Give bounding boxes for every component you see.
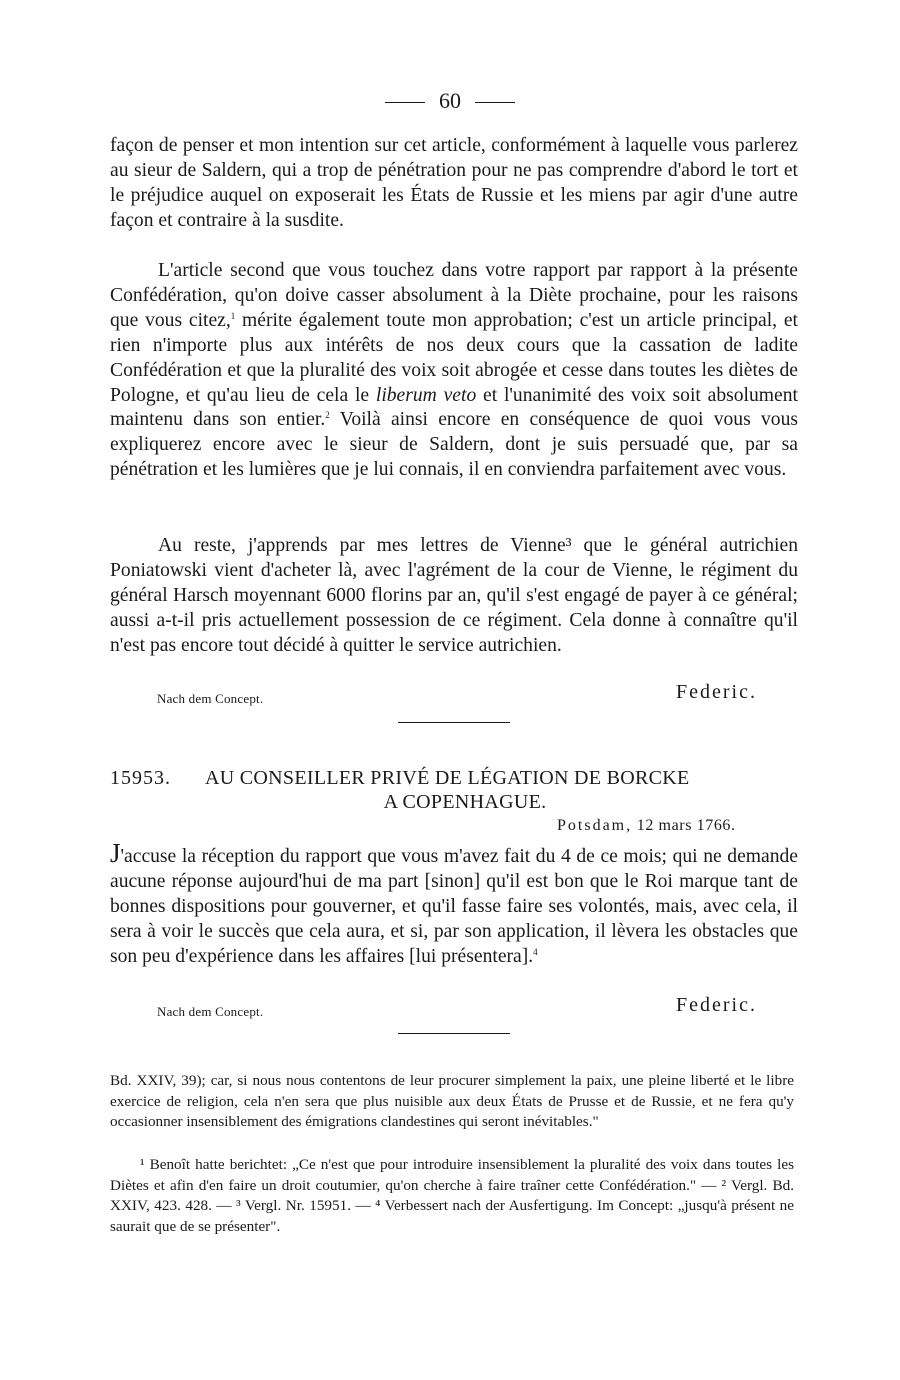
letter-heading-line-2: A COPENHAGUE. <box>383 791 547 813</box>
dateline <box>557 817 736 835</box>
signature-2: Federic. <box>676 994 757 1016</box>
separator-rule-2 <box>398 1033 510 1034</box>
letter-body: J'accuse la réception du rapport que vous m'avez fait du 4 de ce mois; qui ne demande aucune réponse aujourd'hui de ma part [sinon] qu'il est bon que le Roi marque tant de bonnes dispositions pour gouverner, et qu'il fasse faire ses volontés, mais, avec cela, il sera à voir le succès que cela aura, et si, par son application, il lèvera les obstacles que son peu d'expérience dans les affaires [lui présentera].$^4$ <box>110 838 798 967</box>
source-note-2: Nach dem Concept. <box>157 1004 264 1019</box>
footnote-continuation: Bd. XXIV, 39); car, si nous nous contentons de leur procurer simplement la paix, une pleine liberté et le libre exercice de religion, cela n'en sera que plus nuisible aux deux États de Prusse et de Russie, et ne fera qu'y occasionner insensiblement des émigrations clandestines qui seront inévitables." <box>110 1072 794 1131</box>
page-number-value: 60 <box>439 88 461 113</box>
paragraph-3: Au reste, j'apprends par mes lettres de Vienne³ que le général autrichien Poniatowski vient d'acheter là, avec l'agrément de la cour de Vienne, le régiment du général Harsch moyennant 6000 florins par an, qu'il s'est engagé de payer à ce général; aussi a-t-il pris actuellement possession de ce régiment. Cela donne à connaître qu'il n'est pas encore tout décidé à quitter le service autrichien. <box>110 535 798 656</box>
page-number-dash-right <box>475 102 515 103</box>
letter-number: 15953. <box>110 767 171 789</box>
dateline-date: 12 mars 1766. <box>636 817 736 834</box>
separator-rule-1 <box>398 722 510 723</box>
page-number <box>0 86 900 116</box>
dateline-place: Potsdam, <box>557 817 633 834</box>
letter-heading-line-1: AU CONSEILLER PRIVÉ DE LÉGATION DE BORCKE <box>205 767 690 789</box>
paragraph-1: façon de penser et mon intention sur cet article, conformément à laquelle vous parlerez au sieur de Saldern, qui a trop de pénétration pour ne pas comprendre d'abord le tort et le préjudice auquel on exposerait les États de Russie et les miens par agir d'une autre façon et contraire à la susdite. <box>110 135 798 231</box>
page-number-dash-left <box>385 102 425 103</box>
footnotes-list: ¹ Benoît hatte berichtet: „Ce n'est que pour introduire insensiblement la pluralité des voix dans toutes les Diètes et afin d'en faire un droit coutumier, qu'on cherche à faire traîner cette Confédération." — ² Vergl. Bd. XXIV, 423. 428. — ³ Vergl. Nr. 15951. — ⁴ Verbessert nach der Ausfertigung. Im Concept: „jusqu'à présent ne saurait que de se présenter". <box>110 1156 794 1235</box>
signature-1: Federic. <box>676 681 757 703</box>
source-note-1: Nach dem Concept. <box>157 691 264 706</box>
paragraph-2: L'article second que vous touchez dans votre rapport par rapport à la présente Confédération, qu'on doive casser absolument à la Diète prochaine, pour les raisons que vous citez,$^1$ mérite également toute mon approbation; c'est un article principal, et rien n'importe plus aux intérêts de nos deux cours que la cassation de ladite Confédération et que la pluralité des voix soit abrogée et cesse dans toutes les diètes de Pologne, et qu'au lieu de cela le liberum veto et l'unanimité des voix soit absolument maintenu dans son entier.$^2$ Voilà ainsi encore en conséquence de quoi vous vous expliquerez encore avec le sieur de Saldern, dont je suis persuadé que, par sa pénétration et les lumières que je lui connais, il en conviendra parfaitement avec vous. <box>110 260 798 481</box>
